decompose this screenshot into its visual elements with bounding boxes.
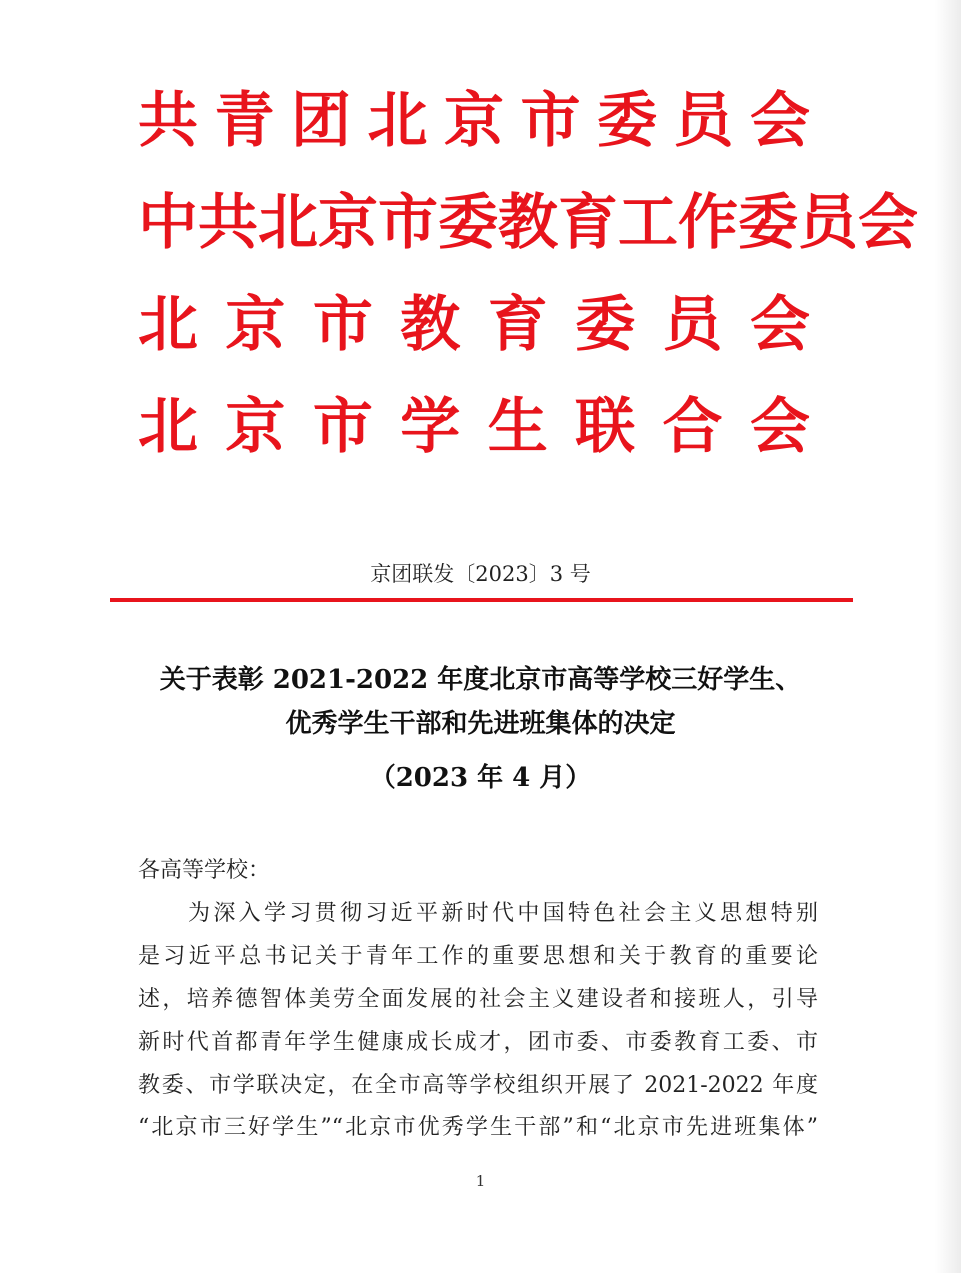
document-number: 京团联发〔2023〕3 号 xyxy=(370,562,591,586)
title-date: （2023 年 4 月） xyxy=(369,763,592,793)
paragraph-line-5: 教委、市学联决定，在全市高等学校组织开展了 2021-2022 年度 xyxy=(138,1073,818,1098)
org-header-char: 教 xyxy=(400,290,461,360)
org-header-char: 共 xyxy=(198,188,258,258)
org-header-char: 团 xyxy=(291,86,351,156)
org-header-line-4 xyxy=(138,388,810,466)
salutation: 各高等学校： xyxy=(138,858,271,883)
org-header-char: 育 xyxy=(487,290,548,360)
org-header-char: 教 xyxy=(498,188,558,258)
org-header-char: 委 xyxy=(575,290,636,360)
org-header-char: 中 xyxy=(138,188,198,258)
org-header-char: 京 xyxy=(225,290,286,360)
org-header-line-1 xyxy=(138,82,810,160)
org-header-char: 市 xyxy=(312,392,373,462)
org-header-char: 作 xyxy=(678,188,738,258)
paragraph-line-1: 为深入学习贯彻习近平新时代中国特色社会主义思想特别 xyxy=(188,901,818,926)
paragraph-line-3: 述，培养德智体美劳全面发展的社会主义建设者和接班人，引导 xyxy=(138,987,818,1012)
paragraph-line-2: 是习近平总书记关于青年工作的重要思想和关于教育的重要论 xyxy=(138,944,818,969)
org-header-char: 委 xyxy=(597,86,657,156)
title-line-1: 关于表彰 2021-2022 年度北京市高等学校三好学生、 xyxy=(159,665,802,695)
org-header-char: 共 xyxy=(138,86,198,156)
org-header-char: 北 xyxy=(138,392,198,462)
org-header-char: 市 xyxy=(312,290,373,360)
org-header-char: 员 xyxy=(673,86,734,156)
org-header-char: 合 xyxy=(662,392,723,462)
title-line-2: 优秀学生干部和先进班集体的决定 xyxy=(285,709,676,739)
paragraph-line-6: “北京市三好学生”“北京市优秀学生干部”和“北京市先进班集体” xyxy=(138,1115,818,1140)
org-header-char: 京 xyxy=(225,392,286,462)
org-header-char: 京 xyxy=(318,188,378,258)
page-edge-shadow xyxy=(935,0,961,1273)
org-header-char: 会 xyxy=(749,290,810,360)
org-header-char: 学 xyxy=(400,392,461,462)
org-header-char: 会 xyxy=(749,392,810,462)
org-header-char: 北 xyxy=(258,188,318,258)
org-header-char: 市 xyxy=(520,86,581,156)
red-divider-line xyxy=(110,598,853,602)
org-header-char: 委 xyxy=(438,188,498,258)
org-header-char: 工 xyxy=(618,188,678,258)
org-header-char: 会 xyxy=(858,188,918,258)
org-header-char: 员 xyxy=(798,188,858,258)
org-header-char: 育 xyxy=(558,188,618,258)
paragraph-line-4: 新时代首都青年学生健康成长成才，团市委、市委教育工委、市 xyxy=(138,1030,818,1055)
org-header-char: 生 xyxy=(487,392,548,462)
org-header-char: 联 xyxy=(575,392,636,462)
org-header-char: 市 xyxy=(378,188,438,258)
org-header-char: 委 xyxy=(738,188,798,258)
org-header-char: 青 xyxy=(214,86,275,156)
org-header-char: 北 xyxy=(367,86,428,156)
org-header-char: 北 xyxy=(138,290,198,360)
org-header-char: 会 xyxy=(750,86,810,156)
org-header-line-2 xyxy=(138,184,918,262)
org-header-char: 京 xyxy=(444,86,504,156)
page-number: 1 xyxy=(475,1172,486,1190)
org-header-char: 员 xyxy=(662,290,723,360)
org-header-line-3 xyxy=(138,286,810,364)
